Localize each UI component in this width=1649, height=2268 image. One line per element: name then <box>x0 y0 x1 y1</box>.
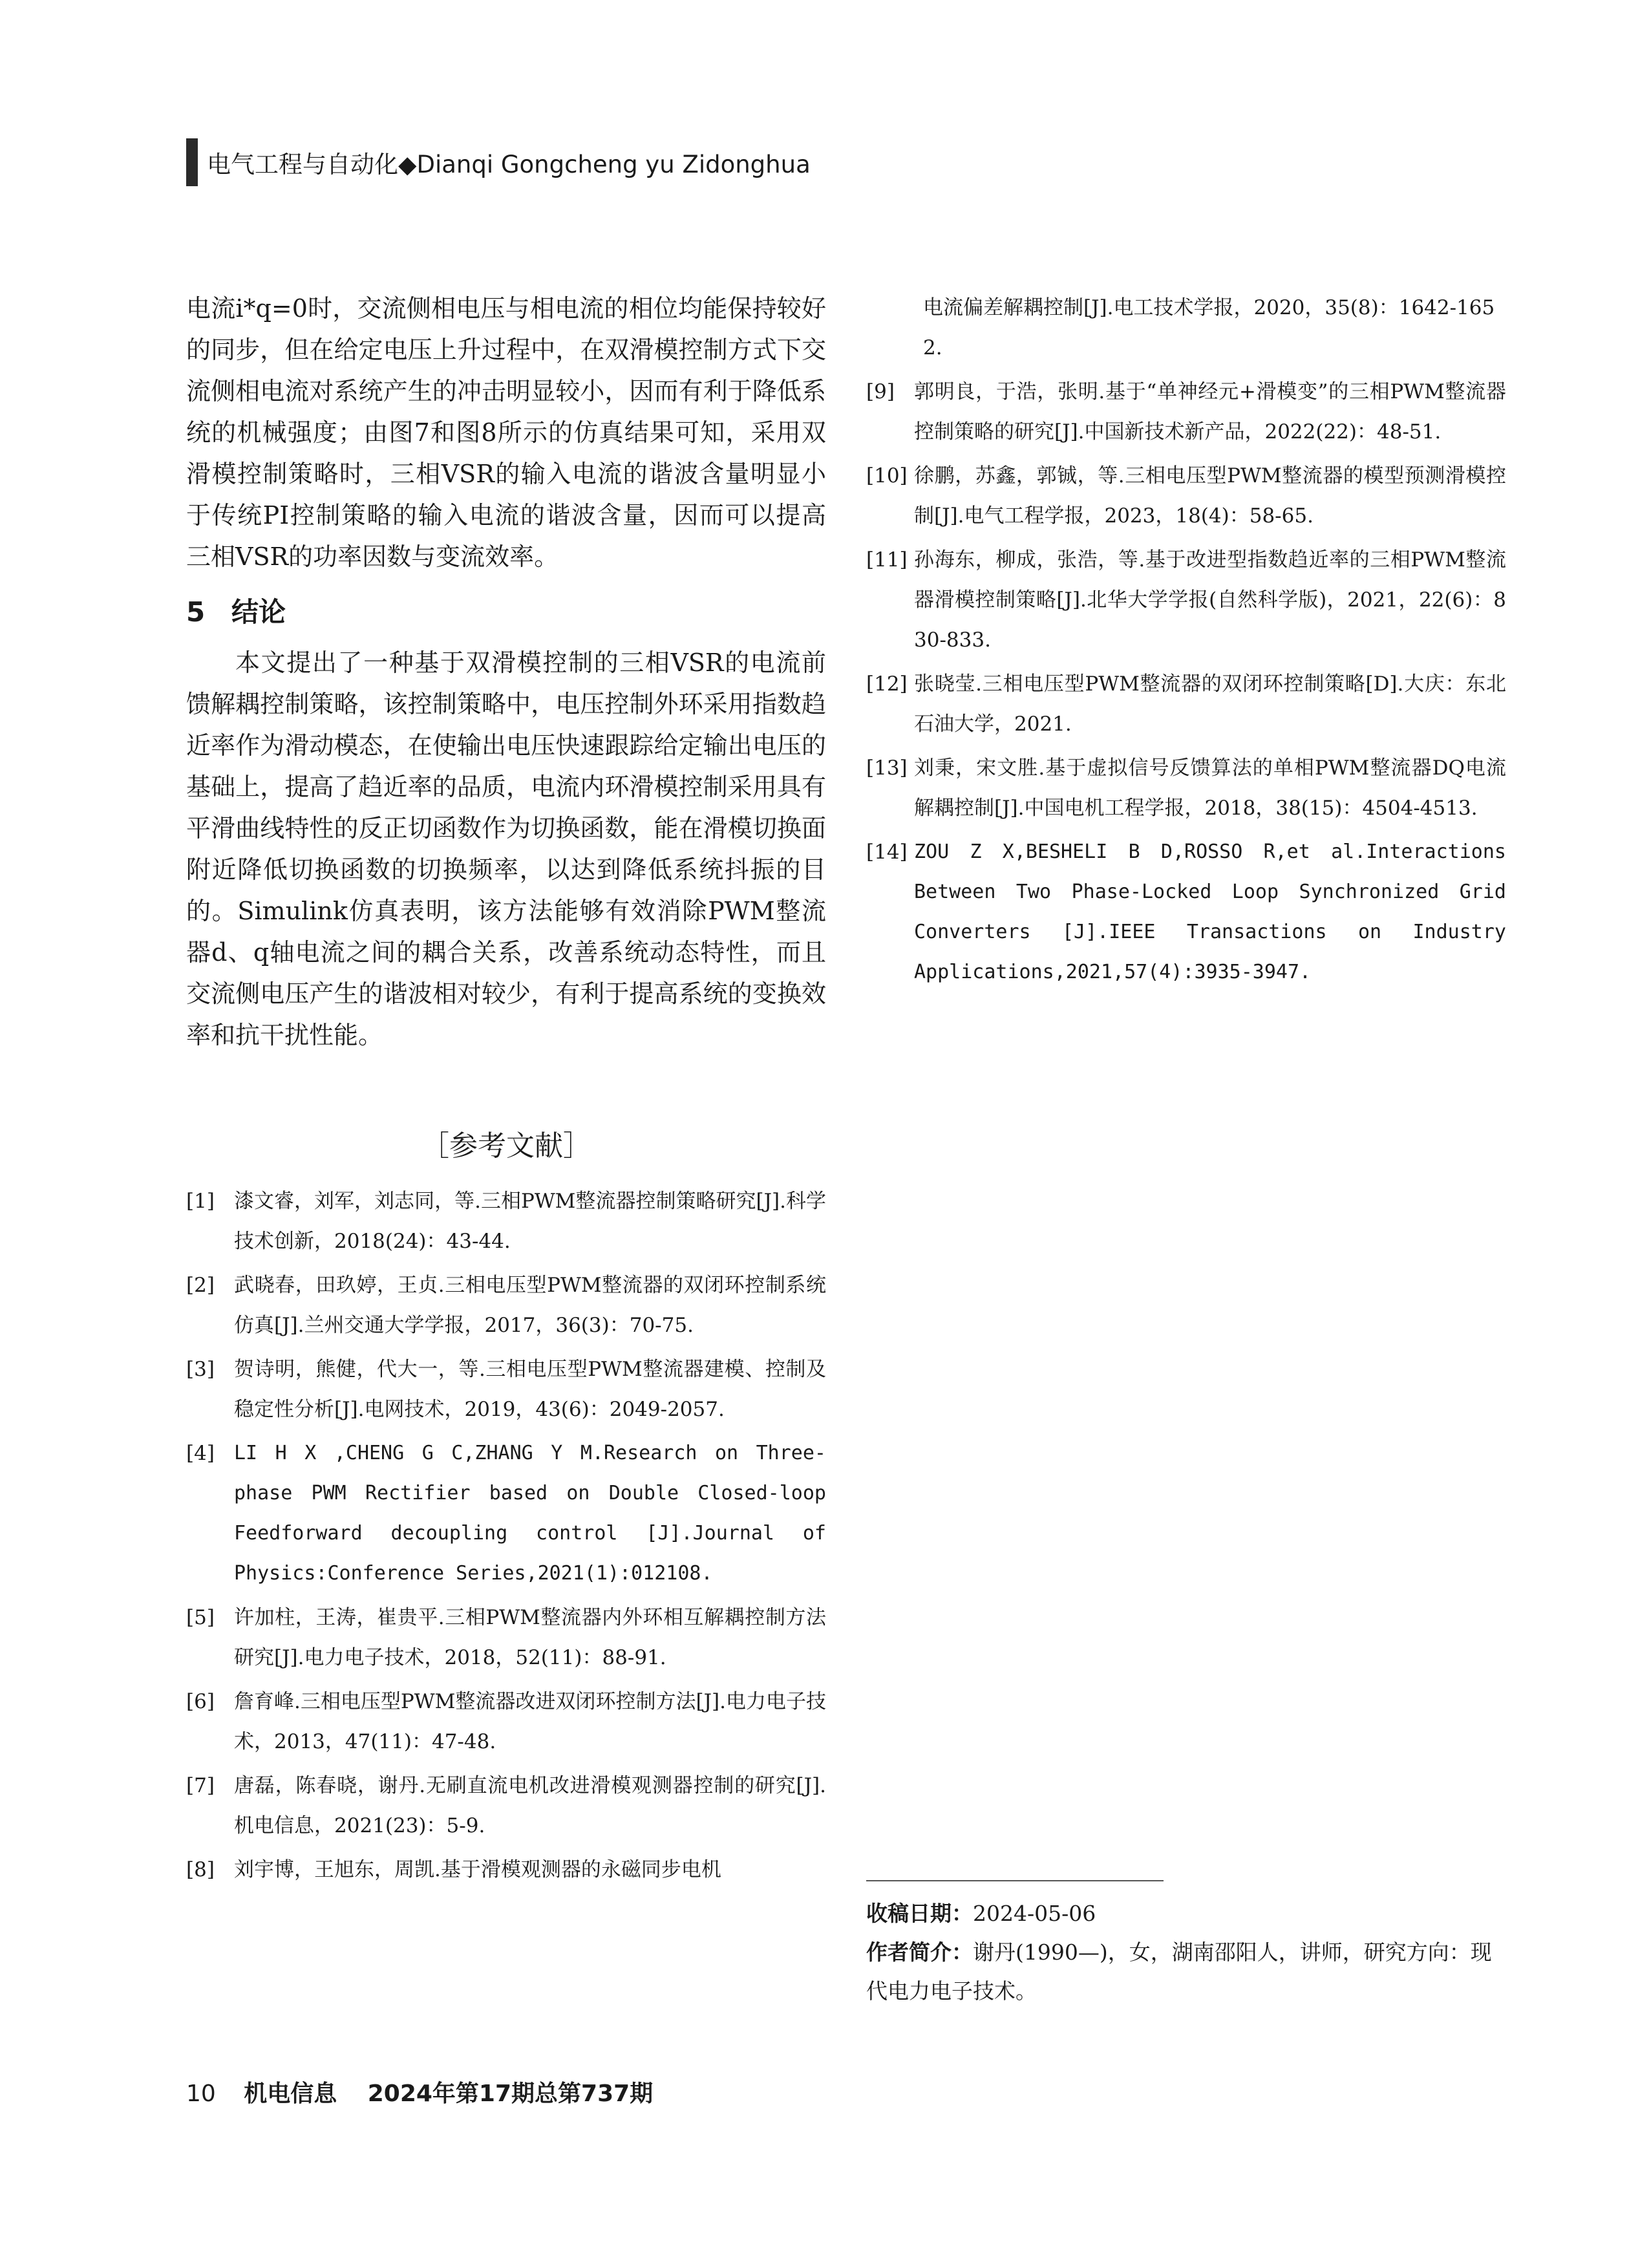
reference-text: 孙海东，柳成，张浩，等.基于改进型指数趋近率的三相PWM整流器滑模控制策略[J].北华大学学报(自然科学版)，2021，22(6)：830-833. <box>914 548 1506 652</box>
reference-number: [4] <box>186 1442 215 1465</box>
author-value: 谢丹(1990—)，女，湖南邵阳人，讲师，研究方向：现代电力电子技术。 <box>866 1940 1492 2004</box>
reference-number: [9] <box>866 380 895 403</box>
reference-number: [13] <box>866 756 908 780</box>
reference-text: 唐磊，陈春晓，谢丹.无刷直流电机改进滑模观测器控制的研究[J].机电信息，2021(23)：5-9. <box>234 1774 826 1837</box>
reference-text: 刘宇博，王旭东，周凯.基于滑模观测器的永磁同步电机 <box>234 1858 721 1881</box>
reference-item <box>186 1766 826 1846</box>
reference-number: [12] <box>866 672 908 696</box>
reference-number: [2] <box>186 1274 215 1297</box>
reference-list-left <box>186 1181 826 1890</box>
issue-info: 2024年第17期总第737期 <box>367 2081 654 2107</box>
intro-paragraph: 电流i*q=0时，交流侧相电压与相电流的相位均能保持较好的同步，但在给定电压上升过程中，在双滑模控制方式下交流侧相电流对系统产生的冲击明显较小，因而有利于降低系统的机械强度；由图7和图8所示的仿真结果可知，采用双滑模控制策略时，三相VSR的输入电流的谐波含量明显小于传统PI控制策略的输入电流的谐波含量，因而可以提高三相VSR的功率因数与变流效率。 <box>186 294 826 571</box>
page-footer <box>186 2075 653 2108</box>
reference-number: [6] <box>186 1690 215 1713</box>
left-column <box>186 288 826 1894</box>
reference-list-right <box>866 372 1506 992</box>
header-title: 电气工程与自动化◆Dianqi Gongcheng yu Zidonghua <box>207 151 811 178</box>
reference-number: [10] <box>866 464 908 487</box>
footnote <box>866 1894 1506 2011</box>
reference-text: LI H X ,CHENG G C,ZHANG Y M.Research on Three-phase PWM Rectifier based on Double Closed-loop Feedforward decoupling control [J].Journal of Physics:Conference Series,2021(1):012108. <box>234 1442 826 1585</box>
section-title: 结论 <box>231 596 286 628</box>
journal-name: 机电信息 <box>244 2081 337 2107</box>
reference-text: 武晓春，田玖婷，王贞.三相电压型PWM整流器的双闭环控制系统仿真[J].兰州交通大学学报，2017，36(3)：70-75. <box>234 1274 826 1337</box>
reference-item <box>186 1433 826 1594</box>
section-heading <box>186 592 826 633</box>
reference-text: 张晓莹.三相电压型PWM整流器的双闭环控制策略[D].大庆：东北石油大学，2021. <box>914 672 1506 736</box>
received-line <box>866 1894 1506 1933</box>
reference-item <box>866 664 1506 744</box>
right-column <box>866 288 1506 996</box>
reference-number: [11] <box>866 548 908 572</box>
reference-number: [5] <box>186 1606 215 1629</box>
reference-text: 漆文睿，刘军，刘志同，等.三相PWM整流器控制策略研究[J].科学技术创新，2018(24)：43-44. <box>234 1190 826 1253</box>
reference-item <box>866 372 1506 452</box>
reference-text: 徐鹏，苏鑫，郭铖，等.三相电压型PWM整流器的模型预测滑模控制[J].电气工程学报，2023，18(4)：58-65. <box>914 464 1506 528</box>
reference-number: [3] <box>186 1358 215 1381</box>
reference-item <box>866 456 1506 536</box>
header-bar <box>186 138 198 186</box>
received-value: 2024-05-06 <box>973 1901 1096 1926</box>
reference-text: 贺诗明，熊健，代大一，等.三相电压型PWM整流器建模、控制及稳定性分析[J].电网技术，2019，43(6)：2049-2057. <box>234 1358 826 1421</box>
reference-number: [1] <box>186 1190 215 1213</box>
author-label: 作者简介： <box>866 1940 973 1965</box>
reference-text: 许加柱，王涛，崔贵平.三相PWM整流器内外环相互解耦控制方法研究[J].电力电子技术，2018，52(11)：88-91. <box>234 1606 826 1669</box>
page-number: 10 <box>186 2081 216 2107</box>
reference-number: [7] <box>186 1774 215 1797</box>
reference-text: 刘秉，宋文胜.基于虚拟信号反馈算法的单相PWM整流器DQ电流解耦控制[J].中国电机工程学报，2018，38(15)：4504-4513. <box>914 756 1506 820</box>
references-title: ［参考文献］ <box>421 1129 591 1162</box>
reference-item <box>186 1265 826 1345</box>
reference-text: ZOU Z X,BESHELI B D,ROSSO R,et al.Interactions Between Two Phase-Locked Loop Synchronized Grid Converters [J].IEEE Transactions on Industry Applications,2021,57(4):3935-3947. <box>914 840 1506 983</box>
reference-item <box>186 1181 826 1261</box>
received-label: 收稿日期： <box>866 1901 973 1926</box>
reference-item <box>186 1598 826 1678</box>
reference-text: 郭明良，于浩，张明.基于“单神经元+滑模变”的三相PWM整流器控制策略的研究[J].中国新技术新产品，2022(22)：48-51. <box>914 380 1506 444</box>
reference-number: [8] <box>186 1858 215 1881</box>
reference-text: 詹育峰.三相电压型PWM整流器改进双闭环控制方法[J].电力电子技术，2013，47(11)：47-48. <box>234 1690 826 1753</box>
conclusion-paragraph: 本文提出了一种基于双滑模控制的三相VSR的电流前馈解耦控制策略，该控制策略中，电压控制外环采用指数趋近率作为滑动模态，在使输出电压快速跟踪给定输出电压的基础上，提高了趋近率的品质，电流内环滑模控制采用具有平滑曲线特性的反正切函数作为切换函数，能在滑模切换面附近降低切换函数的切换频率，以达到降低系统抖振的目的。Simulink仿真表明，该方法能够有效消除PWM整流器d、q轴电流之间的耦合关系，改善系统动态特性，而且交流侧电压产生的谐波相对较少，有利于提高系统的变换效率和抗干扰性能。 <box>186 648 826 1049</box>
reference-number: [14] <box>866 840 908 864</box>
running-header <box>186 138 811 186</box>
footnote-divider <box>866 1880 1164 1881</box>
reference-item <box>866 748 1506 828</box>
reference-item <box>186 1850 826 1890</box>
author-line <box>866 1933 1506 2011</box>
reference-item <box>866 540 1506 660</box>
reference-item <box>866 832 1506 992</box>
reference-item <box>186 1682 826 1762</box>
reference-continuation: 电流偏差解耦控制[J].电工技术学报，2020，35(8)：1642-1652. <box>923 296 1495 359</box>
reference-item <box>186 1349 826 1429</box>
section-number: 5 <box>186 596 206 628</box>
